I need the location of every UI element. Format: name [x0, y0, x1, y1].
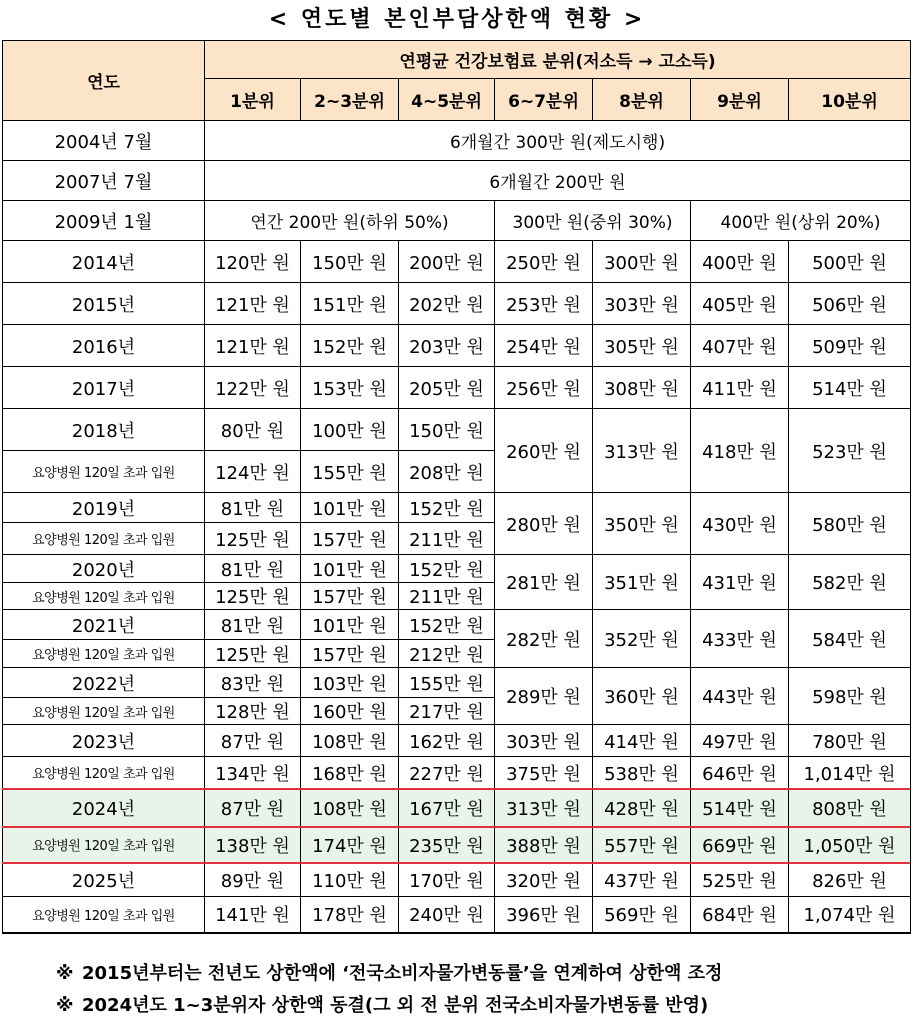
value-cell: 134만 원: [205, 757, 301, 789]
sub-label-cell: 요양병원 120일 초과 입원: [3, 523, 205, 555]
value-cell: 497만 원: [691, 725, 789, 757]
header-row: [3, 41, 911, 79]
value-cell: 124만 원: [205, 451, 301, 493]
value-cell: 200만 원: [399, 241, 495, 283]
value-cell: 202만 원: [399, 283, 495, 325]
value-cell: 152만 원: [399, 493, 495, 523]
value-cell: 780만 원: [789, 725, 911, 757]
value-cell: 569만 원: [593, 897, 691, 933]
sub-label-cell: 요양병원 120일 초과 입원: [3, 583, 205, 610]
table-row: [3, 827, 911, 863]
value-cell: 150만 원: [301, 241, 399, 283]
merged-value-cell: 6개월간 200만 원: [205, 161, 911, 201]
value-cell: 235만 원: [399, 827, 495, 863]
value-cell: 411만 원: [691, 367, 789, 409]
value-cell: 414만 원: [593, 725, 691, 757]
year-cell: 2015년: [3, 283, 205, 325]
header-group-cell: 연평균 건강보험료 분위(저소득 → 고소득): [205, 41, 911, 79]
value-cell: 100만 원: [301, 409, 399, 451]
value-cell: 152만 원: [399, 610, 495, 640]
shared-value-cell: 431만 원: [691, 555, 789, 610]
value-cell: 101만 원: [301, 555, 399, 583]
shared-value-cell: 443만 원: [691, 668, 789, 725]
note-mark: ※: [56, 963, 74, 984]
value-cell: 407만 원: [691, 325, 789, 367]
value-cell: 240만 원: [399, 897, 495, 933]
value-cell: 808만 원: [789, 789, 911, 827]
table-row: [3, 610, 911, 640]
highlight-line: [2, 826, 910, 828]
value-cell: 101만 원: [301, 493, 399, 523]
footnotes: [0, 958, 914, 1022]
value-cell: 81만 원: [205, 555, 301, 583]
value-cell: 506만 원: [789, 283, 911, 325]
value-cell: 155만 원: [399, 668, 495, 698]
value-cell: 211만 원: [399, 523, 495, 555]
value-cell: 152만 원: [301, 325, 399, 367]
year-cell: 2017년: [3, 367, 205, 409]
value-cell: 157만 원: [301, 523, 399, 555]
value-cell: 151만 원: [301, 283, 399, 325]
note-text: 2024년도 1~3분위자 상한액 동결(그 외 전 분위 전국소비자물가변동률 반영): [82, 995, 709, 1016]
value-cell: 128만 원: [205, 698, 301, 725]
merged-value-cell: 6개월간 300만 원(제도시행): [205, 121, 911, 161]
value-cell: 81만 원: [205, 610, 301, 640]
year-cell: 2025년: [3, 863, 205, 897]
value-cell: 83만 원: [205, 668, 301, 698]
value-cell: 509만 원: [789, 325, 911, 367]
value-cell: 89만 원: [205, 863, 301, 897]
sub-label-cell: 요양병원 120일 초과 입원: [3, 827, 205, 863]
sub-label-cell: 요양병원 120일 초과 입원: [3, 698, 205, 725]
value-cell: 150만 원: [399, 409, 495, 451]
highlight-line: [2, 788, 910, 790]
value-cell: 514만 원: [789, 367, 911, 409]
value-cell: 400만 원: [691, 241, 789, 283]
value-cell: 514만 원: [691, 789, 789, 827]
value-cell: 212만 원: [399, 640, 495, 668]
table-row: [3, 668, 911, 698]
sub-label-cell: 요양병원 120일 초과 입원: [3, 757, 205, 789]
year-cell: 2016년: [3, 325, 205, 367]
value-cell: 388만 원: [495, 827, 593, 863]
sub-label-cell: 요양병원 120일 초과 입원: [3, 451, 205, 493]
header-decile-cell: 4~5분위: [399, 79, 495, 121]
note-text: 2015년부터는 전년도 상한액에 ‘전국소비자물가변동률’을 연계하여 상한액 조정: [82, 963, 723, 984]
shared-value-cell: 523만 원: [789, 409, 911, 493]
value-cell: 203만 원: [399, 325, 495, 367]
value-cell: 87만 원: [205, 789, 301, 827]
year-cell: 2009년 1월: [3, 201, 205, 241]
value-cell: 396만 원: [495, 897, 593, 933]
header-decile-cell: 2~3분위: [301, 79, 399, 121]
value-cell: 669만 원: [691, 827, 789, 863]
year-cell: 2023년: [3, 725, 205, 757]
sub-label-cell: 요양병원 120일 초과 입원: [3, 897, 205, 933]
table-row: [3, 493, 911, 523]
table-row: [3, 325, 911, 367]
value-cell: 646만 원: [691, 757, 789, 789]
highlight-line: [2, 862, 910, 864]
header-decile-cell: 6~7분위: [495, 79, 593, 121]
value-cell: 437만 원: [593, 863, 691, 897]
value-cell: 217만 원: [399, 698, 495, 725]
value-cell: 205만 원: [399, 367, 495, 409]
shared-value-cell: 350만 원: [593, 493, 691, 555]
value-cell: 125만 원: [205, 523, 301, 555]
year-cell: 2021년: [3, 610, 205, 640]
shared-value-cell: 282만 원: [495, 610, 593, 668]
shared-value-cell: 280만 원: [495, 493, 593, 555]
value-cell: 108만 원: [301, 725, 399, 757]
value-cell: 253만 원: [495, 283, 593, 325]
value-cell: 1,050만 원: [789, 827, 911, 863]
note-mark: ※: [56, 995, 74, 1016]
value-cell: 121만 원: [205, 283, 301, 325]
value-cell: 120만 원: [205, 241, 301, 283]
value-cell: 208만 원: [399, 451, 495, 493]
header-decile-cell: 9분위: [691, 79, 789, 121]
year-cell: 2018년: [3, 409, 205, 451]
shared-value-cell: 351만 원: [593, 555, 691, 610]
shared-value-cell: 433만 원: [691, 610, 789, 668]
value-cell: 684만 원: [691, 897, 789, 933]
value-cell: 87만 원: [205, 725, 301, 757]
value-cell: 121만 원: [205, 325, 301, 367]
footnote: [0, 958, 914, 990]
value-cell: 122만 원: [205, 367, 301, 409]
table-row: [3, 367, 911, 409]
value-cell: 138만 원: [205, 827, 301, 863]
value-cell: 428만 원: [593, 789, 691, 827]
table-row: [3, 863, 911, 897]
value-cell: 525만 원: [691, 863, 789, 897]
value-cell: 375만 원: [495, 757, 593, 789]
shared-value-cell: 582만 원: [789, 555, 911, 610]
value-cell: 250만 원: [495, 241, 593, 283]
table-row: [3, 283, 911, 325]
table-row: [3, 121, 911, 161]
merged-value-cell: 300만 원(중위 30%): [495, 201, 691, 241]
header-decile-cell: 1분위: [205, 79, 301, 121]
value-cell: 141만 원: [205, 897, 301, 933]
shared-value-cell: 360만 원: [593, 668, 691, 725]
table-row: [3, 897, 911, 933]
year-cell: 2014년: [3, 241, 205, 283]
value-cell: 256만 원: [495, 367, 593, 409]
year-cell: 2019년: [3, 493, 205, 523]
value-cell: 211만 원: [399, 583, 495, 610]
value-cell: 254만 원: [495, 325, 593, 367]
year-cell: 2020년: [3, 555, 205, 583]
value-cell: 160만 원: [301, 698, 399, 725]
value-cell: 313만 원: [495, 789, 593, 827]
value-cell: 168만 원: [301, 757, 399, 789]
year-cell: 2022년: [3, 668, 205, 698]
value-cell: 103만 원: [301, 668, 399, 698]
value-cell: 170만 원: [399, 863, 495, 897]
value-cell: 157만 원: [301, 640, 399, 668]
year-cell: 2024년: [3, 789, 205, 827]
value-cell: 1,074만 원: [789, 897, 911, 933]
shared-value-cell: 260만 원: [495, 409, 593, 493]
value-cell: 81만 원: [205, 493, 301, 523]
header-year-cell: 연도: [3, 41, 205, 121]
table-row: [3, 725, 911, 757]
value-cell: 500만 원: [789, 241, 911, 283]
value-cell: 153만 원: [301, 367, 399, 409]
shared-value-cell: 598만 원: [789, 668, 911, 725]
table-row: [3, 555, 911, 583]
value-cell: 80만 원: [205, 409, 301, 451]
value-cell: 227만 원: [399, 757, 495, 789]
value-cell: 308만 원: [593, 367, 691, 409]
sub-label-cell: 요양병원 120일 초과 입원: [3, 640, 205, 668]
merged-value-cell: 연간 200만 원(하위 50%): [205, 201, 495, 241]
page-title: < 연도별 본인부담상한액 현황 >: [268, 7, 646, 32]
table-row: [3, 789, 911, 827]
value-cell: 303만 원: [593, 283, 691, 325]
table-row: [3, 201, 911, 241]
value-cell: 108만 원: [301, 789, 399, 827]
value-cell: 1,014만 원: [789, 757, 911, 789]
shared-value-cell: 418만 원: [691, 409, 789, 493]
copayment-cap-table: [2, 40, 911, 934]
footnote: [0, 990, 914, 1022]
value-cell: 101만 원: [301, 610, 399, 640]
table-row: [3, 757, 911, 789]
year-cell: 2007년 7월: [3, 161, 205, 201]
value-cell: 538만 원: [593, 757, 691, 789]
table-row: [3, 409, 911, 451]
table-row: [3, 161, 911, 201]
shared-value-cell: 580만 원: [789, 493, 911, 555]
header-decile-cell: 8분위: [593, 79, 691, 121]
header-decile-cell: 10분위: [789, 79, 911, 121]
value-cell: 167만 원: [399, 789, 495, 827]
value-cell: 826만 원: [789, 863, 911, 897]
value-cell: 125만 원: [205, 640, 301, 668]
value-cell: 405만 원: [691, 283, 789, 325]
value-cell: 178만 원: [301, 897, 399, 933]
value-cell: 557만 원: [593, 827, 691, 863]
shared-value-cell: 584만 원: [789, 610, 911, 668]
value-cell: 303만 원: [495, 725, 593, 757]
shared-value-cell: 281만 원: [495, 555, 593, 610]
value-cell: 110만 원: [301, 863, 399, 897]
value-cell: 174만 원: [301, 827, 399, 863]
value-cell: 162만 원: [399, 725, 495, 757]
shared-value-cell: 289만 원: [495, 668, 593, 725]
shared-value-cell: 313만 원: [593, 409, 691, 493]
value-cell: 305만 원: [593, 325, 691, 367]
table-row: [3, 241, 911, 283]
value-cell: 300만 원: [593, 241, 691, 283]
year-cell: 2004년 7월: [3, 121, 205, 161]
shared-value-cell: 430만 원: [691, 493, 789, 555]
value-cell: 152만 원: [399, 555, 495, 583]
value-cell: 125만 원: [205, 583, 301, 610]
merged-value-cell: 400만 원(상위 20%): [691, 201, 911, 241]
value-cell: 155만 원: [301, 451, 399, 493]
value-cell: 320만 원: [495, 863, 593, 897]
value-cell: 157만 원: [301, 583, 399, 610]
shared-value-cell: 352만 원: [593, 610, 691, 668]
